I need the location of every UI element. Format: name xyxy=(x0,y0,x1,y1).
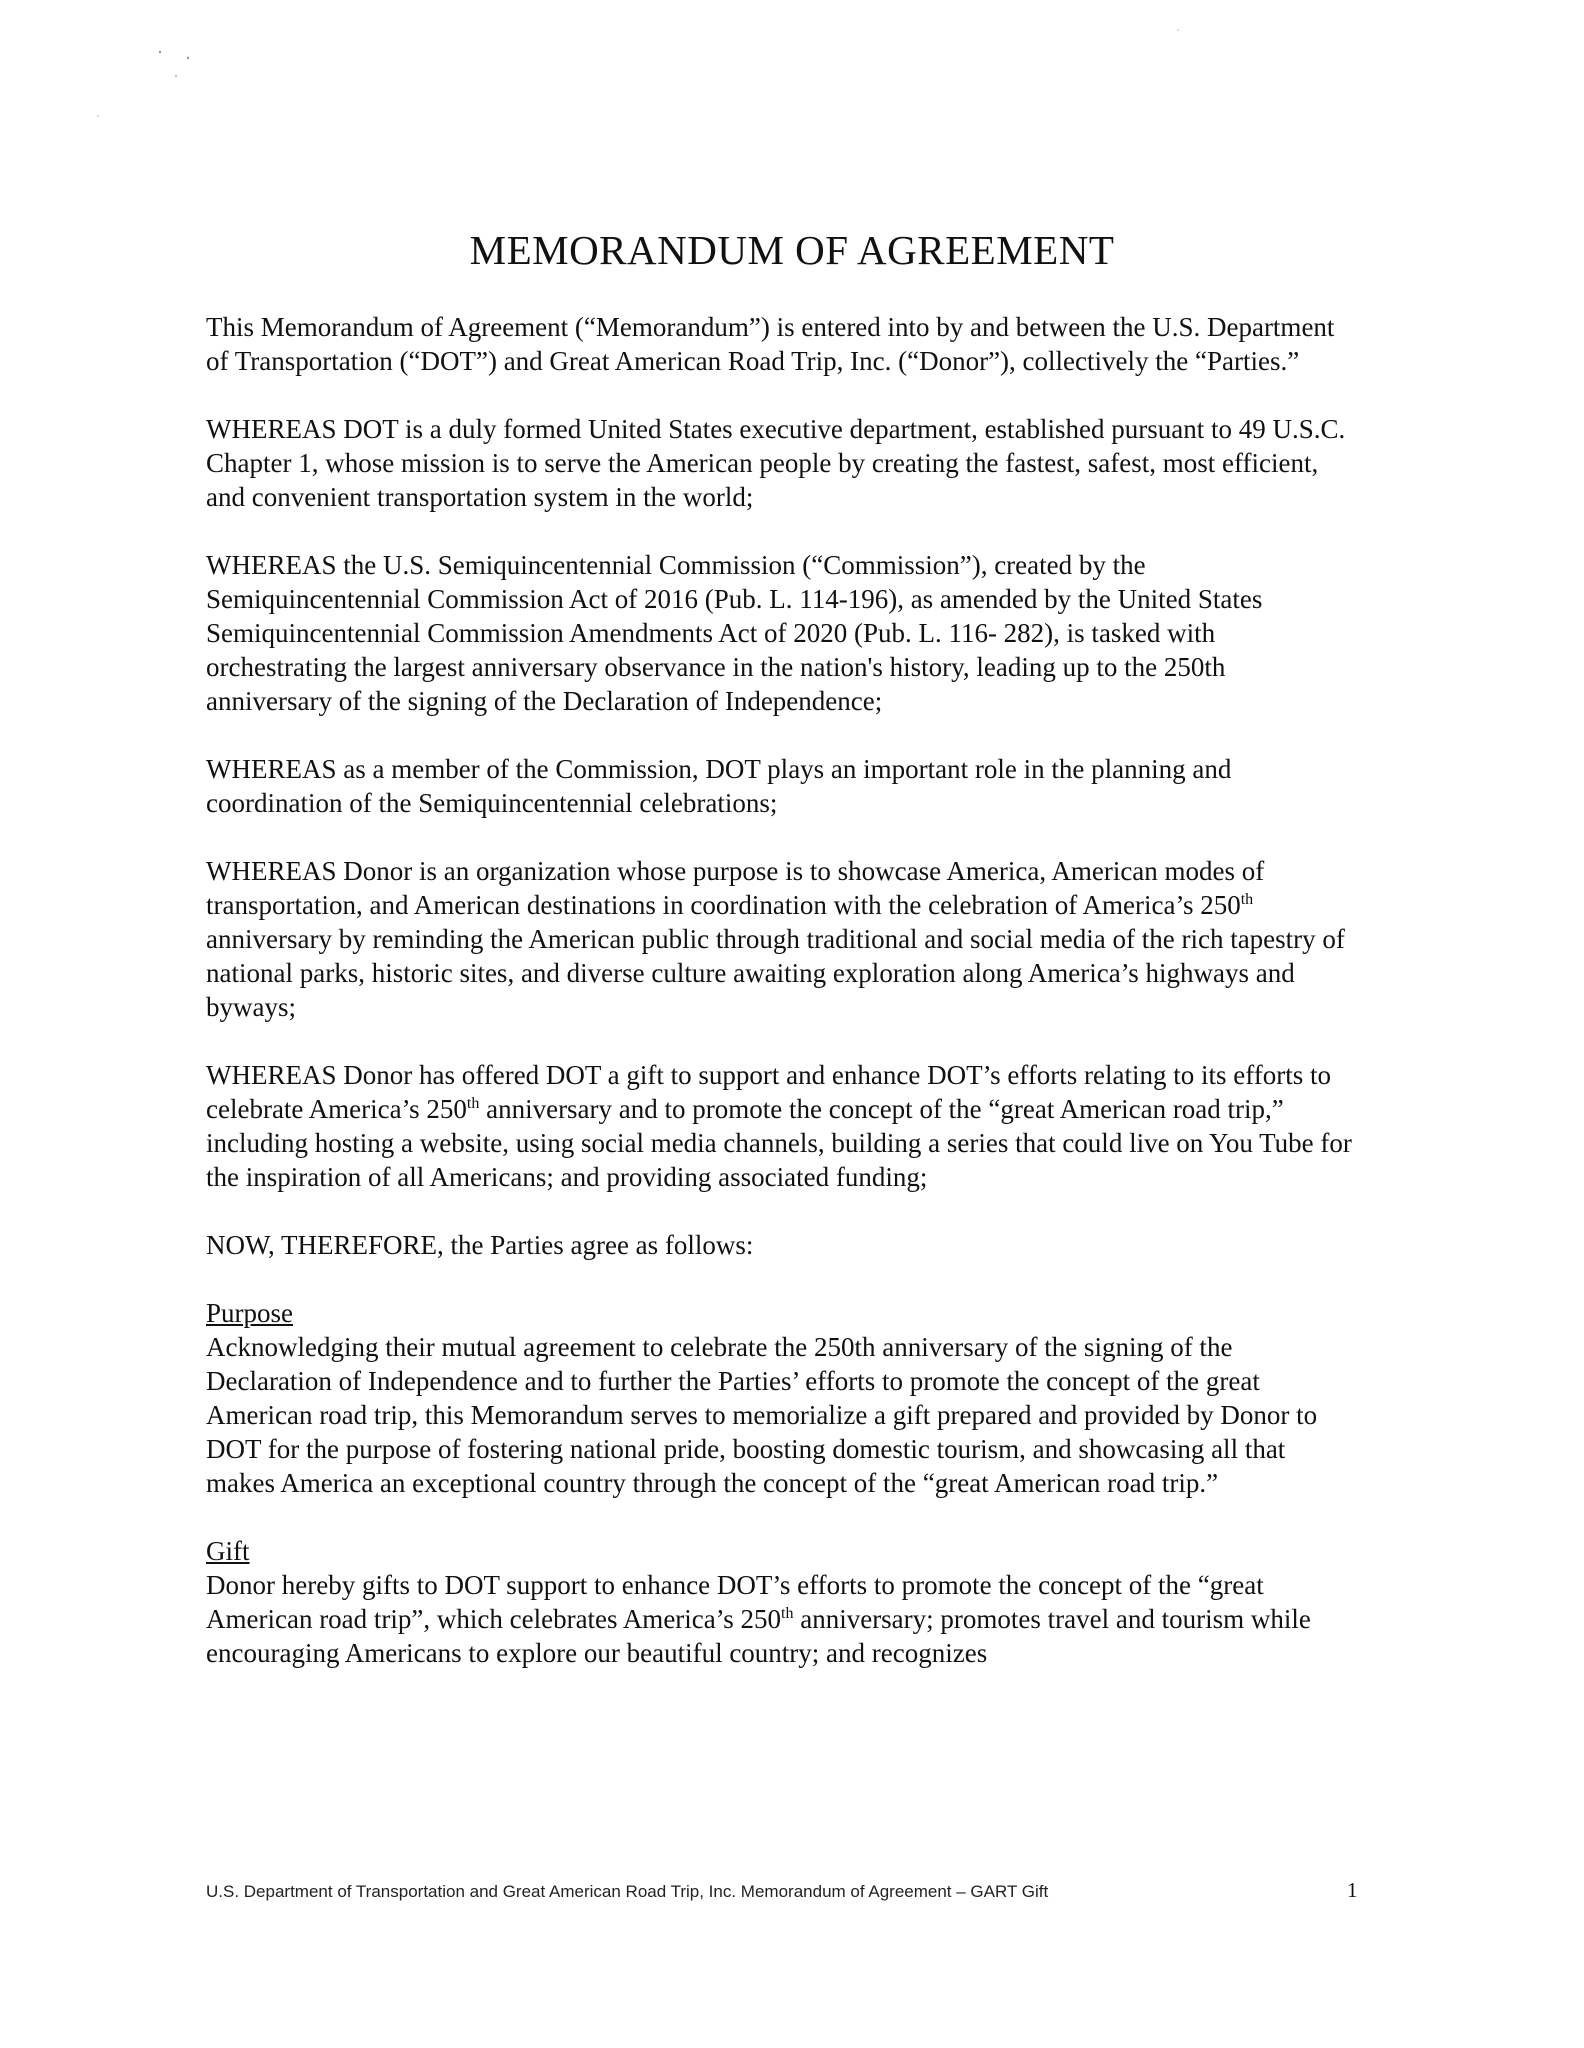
whereas-member-paragraph: WHEREAS as a member of the Commission, DOT plays an important role in the planning and coordination of the Semiquincentennial celebrations; xyxy=(206,754,1232,818)
gift-heading: Gift xyxy=(206,1536,250,1566)
page-number: 1 xyxy=(1347,1878,1358,1902)
document-body xyxy=(206,310,1356,1704)
intro-paragraph: This Memorandum of Agreement (“Memorandum”) is entered into by and between the U.S. Department of Transportation (“DOT”) and Great American Road Trip, Inc. (“Donor”), collectively the “Parties.” xyxy=(206,312,1335,376)
whereas-donor-paragraph: WHEREAS Donor is an organization whose purpose is to showcase America, American modes of transportation, and American destinations in coordination with the celebration of America’s 250th anniversary by reminding the American public through traditional and social media of the rich tapestry of national parks, historic sites, and diverse culture awaiting exploration along America’s highways and byways; xyxy=(206,856,1345,1022)
purpose-section xyxy=(206,1296,1356,1500)
gift-text: Donor hereby gifts to DOT support to enhance DOT’s efforts to promote the concept of the “great American road trip”, which celebrates America’s 250th anniversary; promotes travel and tourism while encouraging Americans to explore our beautiful country; and recognizes xyxy=(206,1570,1311,1668)
therefore-paragraph: NOW, THEREFORE, the Parties agree as follows: xyxy=(206,1230,754,1260)
gift-section xyxy=(206,1534,1356,1670)
document-title: MEMORANDUM OF AGREEMENT xyxy=(469,227,1115,273)
purpose-text: Acknowledging their mutual agreement to celebrate the 250th anniversary of the signing of the Declaration of Independence and to further the Parties’ efforts to promote the concept of the great American road trip, this Memorandum serves to memorialize a gift prepared and provided by Donor to DOT for the purpose of fostering national pride, boosting domestic tourism, and showcasing all that makes America an exceptional country through the concept of the “great American road trip.” xyxy=(206,1332,1318,1498)
purpose-heading: Purpose xyxy=(206,1298,293,1328)
whereas-dot-paragraph: WHEREAS DOT is a duly formed United States executive department, established pursuant to 49 U.S.C. Chapter 1, whose mission is to serve the American people by creating the fastest, safest, most efficient, and convenient transportation system in the world; xyxy=(206,414,1346,512)
page-footer: U.S. Department of Transportation and Great American Road Trip, Inc. Memorandum of Agreement – GART Gift xyxy=(206,1882,1049,1901)
whereas-commission-paragraph: WHEREAS the U.S. Semiquincentennial Commission (“Commission”), created by the Semiquincentennial Commission Act of 2016 (Pub. L. 114-196), as amended by the United States Semiquincentennial Commission Amendments Act of 2020 (Pub. L. 116- 282), is tasked with orchestrating the largest anniversary observance in the nation's history, leading up to the 250th anniversary of the signing of the Declaration of Independence; xyxy=(206,550,1263,716)
whereas-gift-paragraph: WHEREAS Donor has offered DOT a gift to support and enhance DOT’s efforts relating to its efforts to celebrate America’s 250th anniversary and to promote the concept of the “great American road trip,” including hosting a website, using social media channels, building a series that could live on You Tube for the inspiration of all Americans; and providing associated funding; xyxy=(206,1060,1352,1192)
